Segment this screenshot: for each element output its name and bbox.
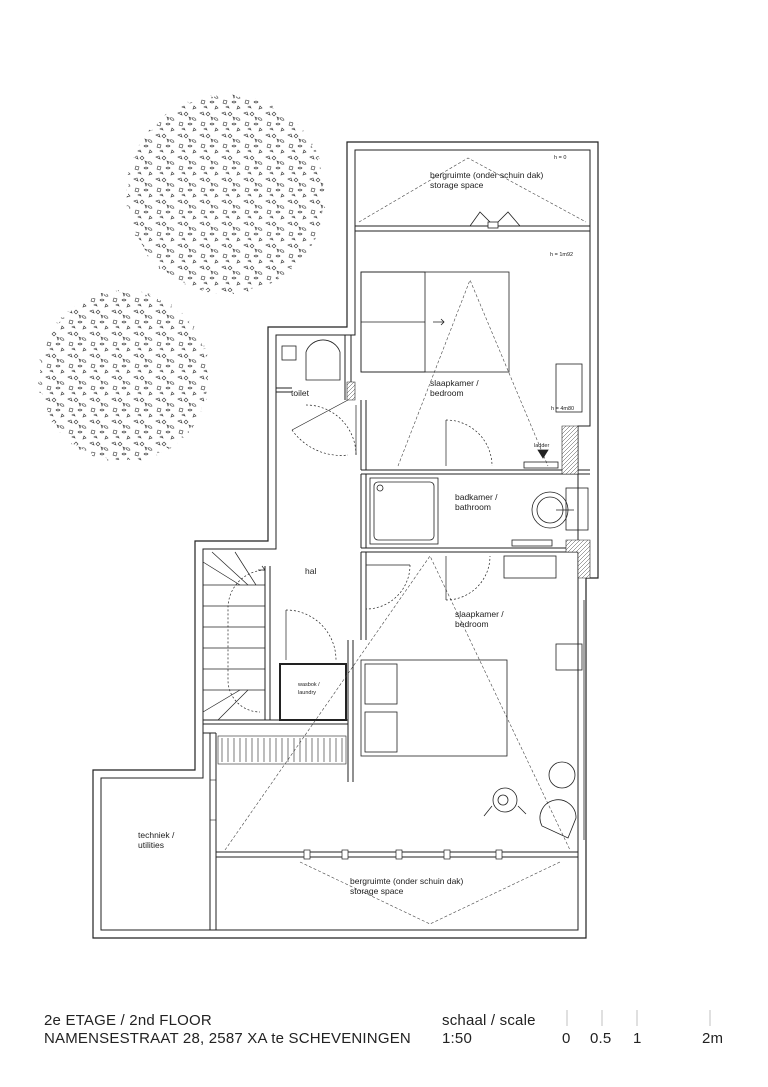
laundry-label-en: laundry [298,690,317,696]
storage-doors-bottom [304,850,502,859]
scale-value: 1:50 [442,1030,472,1047]
bedroom2-label-nl: slaapkamer / [455,609,504,619]
scale-tick-2m: 2m [702,1030,724,1047]
scale-tick-1: 1 [633,1030,642,1047]
bedroom2-furniture [484,600,584,840]
ladder [524,450,558,468]
storage-top-label-en: storage space [430,180,484,190]
title-block [0,1000,768,1087]
bedroom2-label-en: bedroom [455,619,489,629]
sink [532,488,588,530]
bathroom-label-en: bathroom [455,502,491,512]
scale-tick-0: 0 [562,1030,571,1047]
bathroom-door-slider [504,540,556,578]
toilet-label: toilet [291,388,309,398]
laundry-label-nl: wasbok / [298,682,320,688]
height-label-1m92: h = 1m92 [550,252,574,258]
bedroom1-label-nl: slaapkamer / [430,378,479,388]
height-label-4m80: h = 4m80 [551,406,575,412]
tree-top [126,94,326,294]
bathroom-label-nl: badkamer / [455,492,498,502]
wardrobe-top [556,364,582,412]
tree-bottom [38,290,210,462]
bed-bottom [361,660,507,756]
bed-top [361,272,509,372]
bedroom1-label-en: bedroom [430,388,464,398]
toilet-fixture [282,340,340,380]
shower [370,478,438,544]
staircase [203,552,265,720]
storage-top-label-nl: bergruimte (onder schuin dak) [430,170,544,180]
scale-tick-0-5: 0.5 [590,1030,612,1047]
height-label-0: h = 0 [554,155,567,161]
utilities-label-en: utilities [138,840,164,850]
utilities-label-nl: techniek / [138,830,175,840]
scale-bar-ticks [560,1008,730,1028]
address: NAMENSESTRAAT 28, 2587 XA te SCHEVENINGEN [44,1030,411,1047]
hall-label: hal [305,566,317,576]
ladder-label: ladder [534,443,550,449]
wardrobe-bottom [210,736,346,820]
storage-bottom-label-en: storage space [350,886,404,896]
floor-title: 2e ETAGE / 2nd FLOOR [44,1012,212,1029]
scale-label: schaal / scale [442,1012,536,1029]
storage-bottom-label-nl: bergruimte (onder schuin dak) [350,876,464,886]
